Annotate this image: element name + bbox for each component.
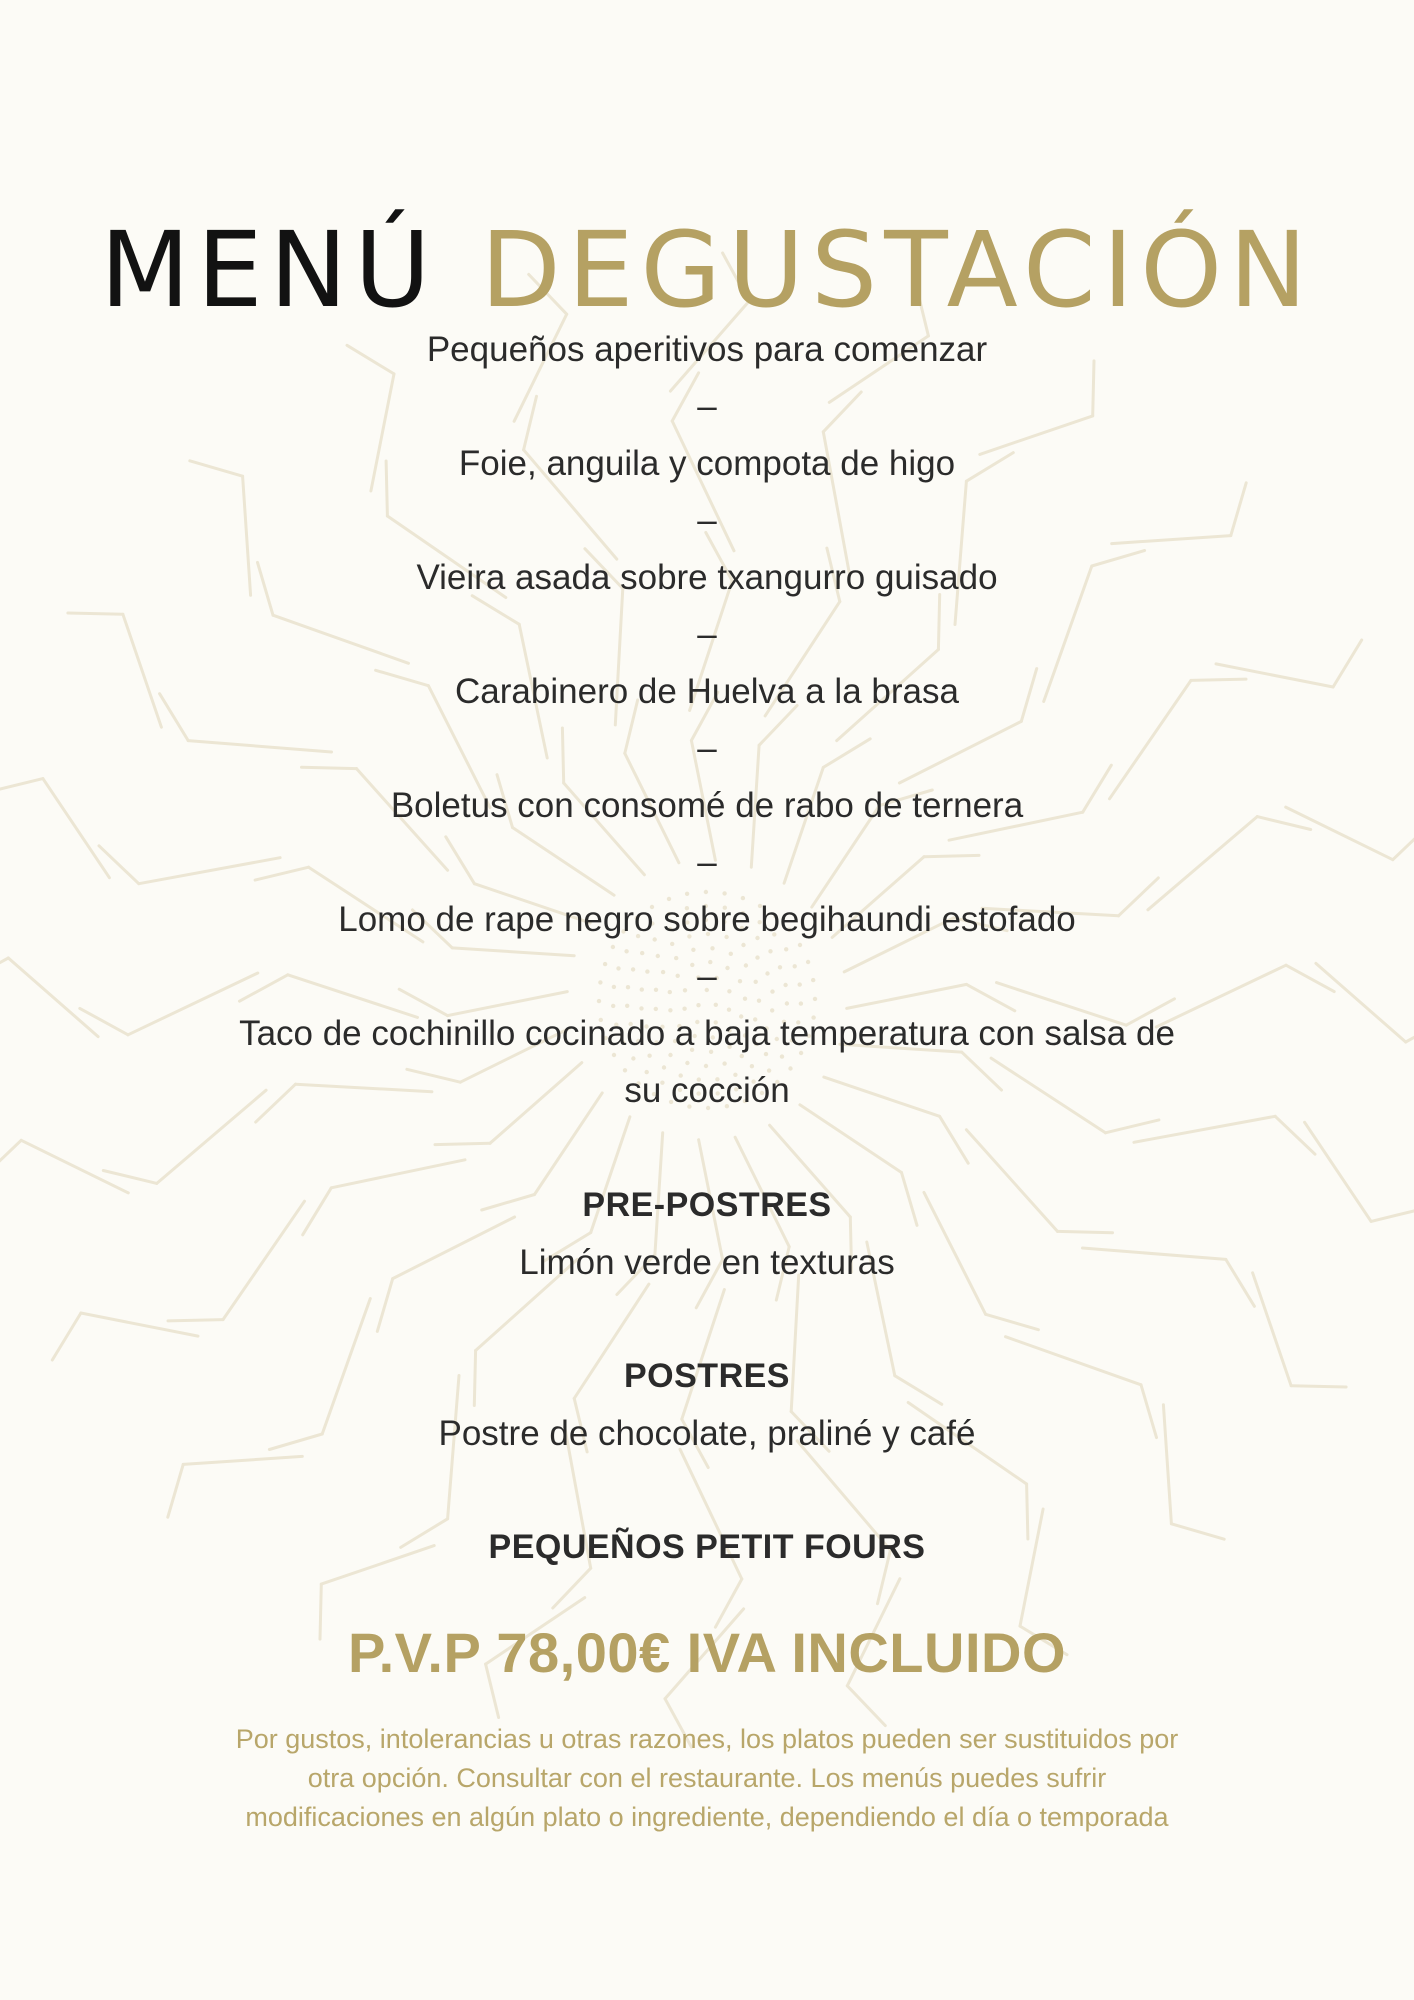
course-item-continued: su cocción xyxy=(624,1071,790,1110)
course-item: Taco de cochinillo cocinado a baja temperatura con salsa de xyxy=(239,1014,1175,1053)
postres-heading: POSTRES xyxy=(624,1357,790,1395)
course-separator: – xyxy=(697,957,717,996)
disclaimer-line: otra opción. Consultar con el restaurante. Los menús puedes sufrir xyxy=(307,1763,1107,1793)
course-item: Foie, anguila y compota de higo xyxy=(458,444,956,483)
postres-item: Postre de chocolate, praliné y café xyxy=(438,1414,976,1453)
postres-section xyxy=(140,1348,1274,1462)
disclaimer-line: modificaciones en algún plato o ingrediente, dependiendo el día o temporada xyxy=(245,1802,1169,1832)
pre-postres-section xyxy=(140,1177,1274,1291)
pre-postres-item: Limón verde en texturas xyxy=(519,1243,895,1282)
disclaimer-text xyxy=(140,1720,1274,1837)
price-label: P.V.P 78,00€ IVA INCLUIDO xyxy=(347,1621,1067,1684)
pre-postres-heading: PRE-POSTRES xyxy=(582,1186,832,1224)
course-item: Lomo de rape negro sobre begihaundi estofado xyxy=(338,900,1076,939)
course-list xyxy=(140,321,1274,1119)
title-degustacion-word: DEGUSTACIÓN xyxy=(480,208,1314,331)
course-separator: – xyxy=(697,729,717,768)
title-menu-word: MENÚ xyxy=(100,208,438,331)
course-separator: – xyxy=(697,615,717,654)
course-item: Pequeños aperitivos para comenzar xyxy=(426,330,988,369)
menu-title xyxy=(0,208,1414,331)
course-separator: – xyxy=(697,843,717,882)
course-item: Boletus con consomé de rabo de ternera xyxy=(390,786,1024,825)
petit-fours-section xyxy=(140,1519,1274,1576)
disclaimer-line: Por gustos, intolerancias u otras razones, los platos pueden ser sustituidos por xyxy=(235,1724,1179,1754)
course-separator: – xyxy=(697,501,717,540)
course-item: Vieira asada sobre txangurro guisado xyxy=(416,558,998,597)
course-separator: – xyxy=(697,387,717,426)
course-item: Carabinero de Huelva a la brasa xyxy=(455,672,959,711)
petit-fours-heading: PEQUEÑOS PETIT FOURS xyxy=(488,1528,926,1566)
